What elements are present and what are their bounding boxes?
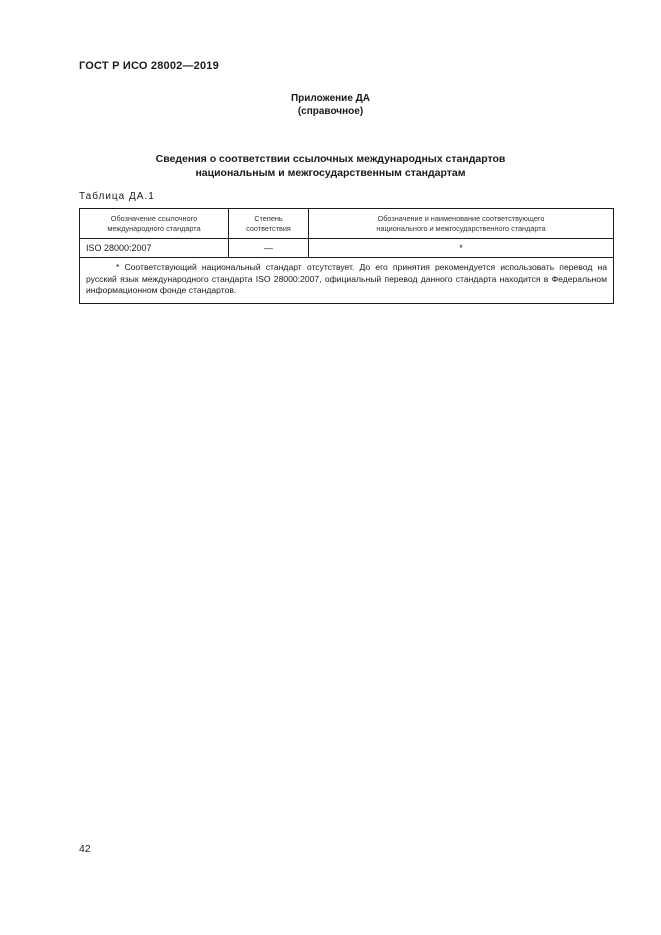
document-header: ГОСТ Р ИСО 28002—2019 <box>79 60 219 72</box>
header-degree-of-conformity: Степень соответствия <box>229 209 309 239</box>
cell-degree: — <box>229 239 309 258</box>
table-footnote <box>80 258 614 304</box>
appendix-heading <box>0 92 661 118</box>
appendix-title: Приложение ДА <box>290 93 371 104</box>
correspondence-table <box>79 208 614 304</box>
table-label: Таблица ДА.1 <box>79 191 155 202</box>
cell-national: * <box>309 239 614 258</box>
header-national-standard: Обозначение и наименование соответствующего национального и межгосударственного стандарта <box>309 209 614 239</box>
table-note-row <box>80 258 614 304</box>
section-title-line2: национальным и межгосударственным стандартам <box>195 167 466 179</box>
page-number: 42 <box>79 843 91 855</box>
header-reference-standard: Обозначение ссылочного международного стандарта <box>80 209 229 239</box>
table-row <box>80 239 614 258</box>
footnote-text: * Соответствующий национальный стандарт отсутствует. До его принятия рекомендуется использовать перевод на русский язык международного стандарта ISO 28000:2007, официальный перевод данного стандарта находится в Федеральном информационном фонде стандартов. <box>86 262 607 295</box>
table-header-row <box>80 209 614 239</box>
section-title <box>0 152 661 180</box>
cell-reference: ISO 28000:2007 <box>80 239 229 258</box>
appendix-subtitle: (справочное) <box>297 106 364 117</box>
section-title-line1: Сведения о соответствии ссылочных международных стандартов <box>155 153 506 165</box>
